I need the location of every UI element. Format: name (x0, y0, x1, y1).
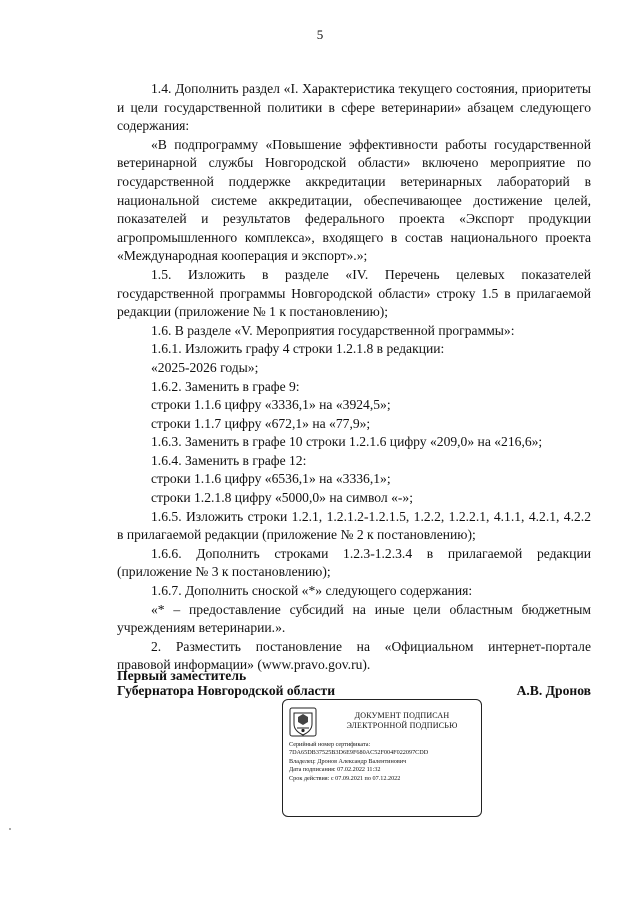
paragraph: 1.6.4. Заменить в графе 12: (151, 452, 307, 468)
paragraph: строки 1.1.6 цифру «6536,1» на «3336,1»; (151, 471, 391, 487)
signing-date: Дата подписания: 07.02.2022 11:32 (289, 766, 381, 774)
certificate-serial-label: Серийный номер сертификата: (289, 741, 371, 748)
paragraph: 1.6. В разделе «V. Мероприятия государственной программы»: (151, 322, 515, 338)
certificate-owner: Владелец: Дронов Александр Валентинович (289, 757, 407, 765)
certificate-validity: Срок действия: с 07.09.2021 по 07.12.2022 (289, 774, 401, 782)
page-number: 5 (316, 27, 324, 42)
paragraph: «2025-2026 годы»; (151, 359, 259, 375)
signer-name: А.В. Дронов (516, 683, 591, 698)
electronic-signature-stamp (282, 699, 482, 817)
paragraph: 1.6.2. Заменить в графе 9: (151, 378, 300, 394)
paragraph: 1.6.6. Дополнить строками 1.2.3-1.2.3.4 в прилагаемой редакции (приложение № 3 к постановлению); (117, 545, 591, 580)
stamp-header-line1: ДОКУМЕНТ ПОДПИСАН (354, 711, 450, 720)
paragraph: «В подпрограмму «Повышение эффективности работы государственной ветеринарной службы Новгородской области» включено мероприятие по государственной поддержке аккредитации ветеринарных лабораторий в национальной системе аккредитации, обеспечивающее достижение целей, показателей и результатов федерального проекта «Экспорт продукции агропромышленного комплекса», входящего в состав национального проекта «Международная кооперация и экспорт».»; (117, 136, 591, 264)
coat-of-arms-icon (289, 707, 317, 737)
certificate-serial: 7DA65DB37525B3D6E9F680AC52F004F022097CDD (289, 749, 429, 757)
stamp-header (327, 711, 477, 731)
paragraph: 1.4. Дополнить раздел «I. Характеристика текущего состояния, приоритеты и цели государственной политики в сфере ветеринарии» абзацем следующего содержания: (117, 81, 591, 134)
paragraph: строки 1.1.6 цифру «3336,1» на «3924,5»; (151, 397, 391, 413)
paragraph: 1.5. Изложить в разделе «IV. Перечень целевых показателей государственной программы Новгородской области» строку 1.5 в прилагаемой редакции (приложение № 1 к постановлению); (117, 266, 591, 320)
paragraph: 2. Разместить постановление на «Официальном интернет-портале правовой информации» (www.pravo.gov.ru). (117, 638, 591, 673)
document-body (117, 80, 591, 675)
paragraph: 1.6.1. Изложить графу 4 строки 1.2.1.8 в редакции: (151, 341, 445, 357)
paragraph: 1.6.3. Заменить в графе 10 строки 1.2.1.6 цифру «209,0» на «216,6»; (151, 434, 543, 450)
stamp-header-line2: ЭЛЕКТРОННОЙ ПОДПИСЬЮ (346, 721, 458, 730)
scan-artifact (9, 828, 11, 830)
signature-block (117, 668, 591, 698)
stamp-details (289, 741, 479, 783)
paragraph: строки 1.2.1.8 цифру «5000,0» на символ «-»; (151, 490, 413, 506)
paragraph: строки 1.1.7 цифру «672,1» на «77,9»; (151, 415, 371, 431)
paragraph: 1.6.5. Изложить строки 1.2.1, 1.2.1.2-1.2.1.5, 1.2.2, 1.2.2.1, 4.1.1, 4.2.1, 4.2.2 в прилагаемой редакции (приложение № 2 к постановлению); (117, 508, 591, 543)
paragraph: 1.6.7. Дополнить сноской «*» следующего содержания: (151, 583, 473, 599)
paragraph: «* – предоставление субсидий на иные цели областным бюджетным учреждениям ветеринарии.». (117, 601, 591, 636)
signer-title-line2: Губернатора Новгородской области (117, 683, 336, 698)
signer-title-line1: Первый заместитель (117, 668, 247, 683)
